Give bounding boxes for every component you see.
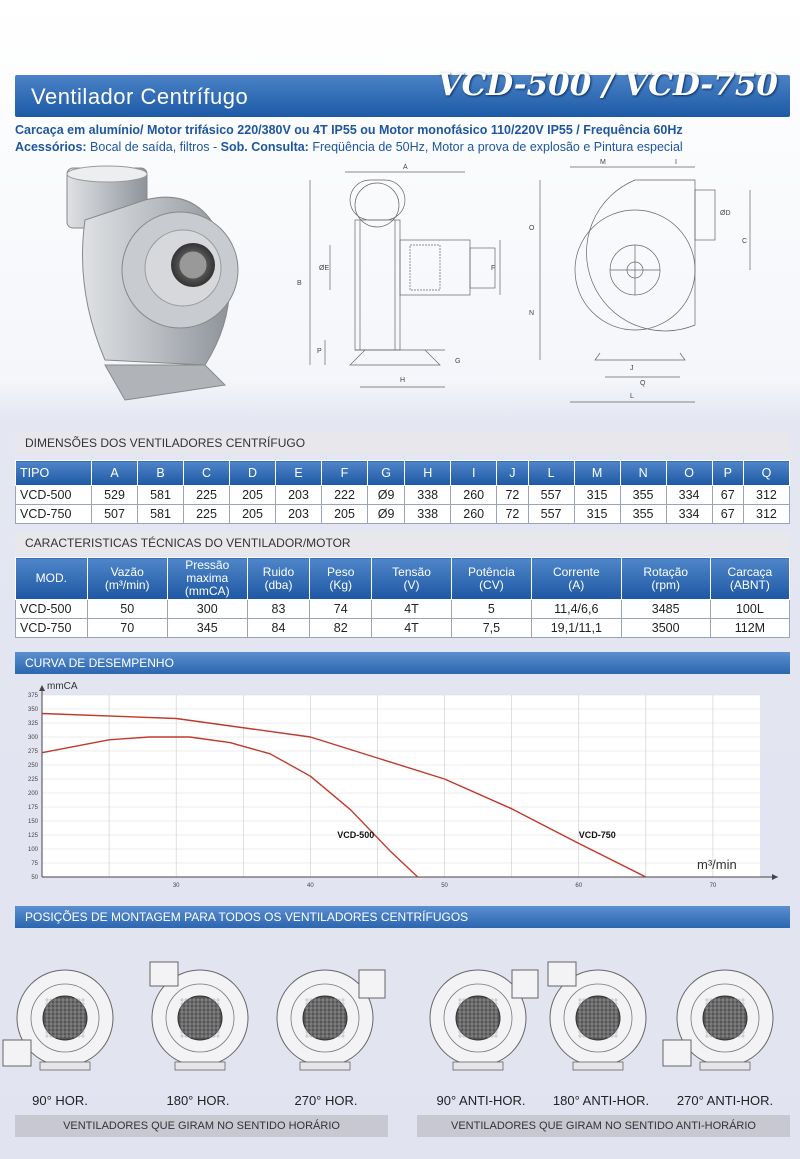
- tech-cell: 50: [87, 600, 167, 619]
- tech-cell: 4T: [372, 619, 452, 638]
- dim-header-cell: F: [322, 461, 368, 486]
- dim-header-cell: H: [405, 461, 451, 486]
- y-tick-label: 200: [27, 791, 38, 797]
- y-tick-label: 100: [27, 847, 38, 853]
- dim-cell: 315: [574, 505, 620, 524]
- dim-cell: 557: [528, 505, 574, 524]
- caption-counterclockwise: VENTILADORES QUE GIRAM NO SENTIDO ANTI-HORÁRIO: [417, 1115, 790, 1137]
- accessories-label: Acessórios:: [15, 140, 87, 154]
- table-row: [16, 619, 790, 638]
- tech-cell: 5: [451, 600, 531, 619]
- dimensions-title: DIMENSÕES DOS VENTILADORES CENTRÍFUGO: [15, 432, 790, 454]
- dim-header-cell: M: [574, 461, 620, 486]
- tech-header-cell: [710, 558, 789, 600]
- dim-cell: VCD-500: [16, 486, 92, 505]
- tech-header-line1: MOD.: [35, 571, 68, 585]
- tech-header-line2: (A): [568, 577, 585, 592]
- mounting-diagram: [150, 962, 248, 1070]
- caption-clockwise: VENTILADORES QUE GIRAM NO SENTIDO HORÁRIO: [15, 1115, 388, 1137]
- dim-cell: 67: [712, 486, 743, 505]
- dim-header-cell: C: [184, 461, 230, 486]
- tech-header-cell: [16, 558, 88, 600]
- dim-cell: 225: [184, 505, 230, 524]
- accessories-line: [15, 140, 683, 154]
- dim-label-i: I: [675, 159, 677, 166]
- series-label: VCD-500: [337, 829, 375, 840]
- curve-title: CURVA DE DESEMPENHO: [15, 652, 790, 674]
- tech-cell: 100L: [710, 600, 789, 619]
- dim-header-cell: N: [620, 461, 666, 486]
- tech-cell: 7,5: [451, 619, 531, 638]
- dim-label-p: P: [317, 348, 322, 355]
- dim-cell: 205: [230, 486, 276, 505]
- y-axis-label: mmCA: [47, 681, 78, 692]
- tech-header-line1: Corrente: [552, 564, 600, 579]
- side-view-drawing: [295, 160, 515, 395]
- tech-header-line1: Tensão: [392, 564, 431, 579]
- technical-title: CARACTERISTICAS TÉCNICAS DO VENTILADOR/MOTOR: [15, 532, 790, 554]
- dim-cell: 338: [405, 505, 451, 524]
- tech-header-line2: (rpm): [651, 577, 681, 592]
- dim-cell: 205: [230, 505, 276, 524]
- accessories-text: Bocal de saída, filtros -: [86, 140, 221, 154]
- dim-label-d: ØD: [720, 210, 731, 217]
- dim-header-cell: O: [666, 461, 712, 486]
- dim-label-j: J: [630, 365, 634, 372]
- mounting-diagram: [548, 962, 646, 1070]
- dim-label-g: G: [455, 358, 461, 365]
- tech-cell: VCD-750: [16, 619, 88, 638]
- tech-cell: 82: [310, 619, 372, 638]
- series-label: VCD-750: [578, 829, 616, 840]
- y-tick-label: 325: [27, 721, 38, 727]
- table-row: [16, 505, 790, 524]
- dim-header-cell: E: [276, 461, 322, 486]
- x-tick-label: 50: [441, 883, 448, 889]
- tech-header-line1: Peso: [327, 564, 355, 579]
- dim-header-cell: I: [451, 461, 497, 486]
- tech-header-cell: [87, 558, 167, 600]
- y-tick-label: 375: [27, 693, 38, 699]
- y-tick-label: 250: [27, 763, 38, 769]
- dim-header-cell: Q: [743, 461, 789, 486]
- dim-label-m: M: [600, 159, 606, 166]
- dim-cell: 260: [451, 505, 497, 524]
- dim-label-a: A: [403, 164, 408, 171]
- tech-cell: 300: [167, 600, 247, 619]
- dim-header-cell: P: [712, 461, 743, 486]
- dim-cell: 203: [276, 486, 322, 505]
- position-90-anti-hor: 90° ANTI-HOR.: [436, 1093, 526, 1108]
- consult-text: Freqüência de 50Hz, Motor a prova de explosão e Pintura especial: [308, 140, 683, 154]
- dim-cell: 334: [666, 505, 712, 524]
- dim-cell: 260: [451, 486, 497, 505]
- tech-header-cell: [247, 558, 309, 600]
- tech-header-cell: [372, 558, 452, 600]
- page-title: Ventilador Centrífugo: [31, 84, 249, 109]
- position-180-hor: 180° HOR.: [166, 1093, 230, 1108]
- consult-label: Sob. Consulta:: [220, 140, 309, 154]
- dim-header-cell: J: [497, 461, 528, 486]
- front-view-drawing: [525, 155, 765, 415]
- technical-table: [15, 557, 790, 638]
- tech-header-line2: (ABNT): [729, 577, 770, 592]
- mounting-diagram: [3, 970, 113, 1070]
- y-tick-label: 350: [27, 707, 38, 713]
- tech-header-line1: Potência: [468, 564, 515, 579]
- dim-cell: Ø9: [368, 505, 405, 524]
- tech-cell: 70: [87, 619, 167, 638]
- y-tick-label: 75: [31, 861, 38, 867]
- x-tick-label: 60: [575, 883, 583, 889]
- dim-cell: 507: [92, 505, 138, 524]
- tech-header-cell: [532, 558, 622, 600]
- mounting-diagrams: [0, 950, 800, 1090]
- dim-cell: 529: [92, 486, 138, 505]
- table-row: [16, 486, 790, 505]
- tech-header-line1: Pressão maxima: [185, 558, 230, 585]
- y-tick-label: 150: [27, 819, 38, 825]
- dim-cell: 312: [743, 505, 789, 524]
- dim-header-cell: D: [230, 461, 276, 486]
- mounting-title: POSIÇÕES DE MONTAGEM PARA TODOS OS VENTILADORES CENTRÍFUGOS: [15, 906, 790, 928]
- dimensions-table: [15, 460, 790, 524]
- tech-cell: 3500: [621, 619, 710, 638]
- dim-header-cell: TIPO: [16, 461, 92, 486]
- tech-cell: 3485: [621, 600, 710, 619]
- tech-header-cell: [451, 558, 531, 600]
- tech-header-line2: (CV): [479, 577, 504, 592]
- dim-label-o: O: [529, 225, 535, 232]
- y-axis-arrow: [39, 685, 45, 691]
- dim-header-cell: L: [528, 461, 574, 486]
- dim-cell: VCD-750: [16, 505, 92, 524]
- dim-header-cell: A: [92, 461, 138, 486]
- dim-label-l: L: [630, 393, 634, 400]
- dim-header-cell: G: [368, 461, 405, 486]
- y-tick-label: 300: [27, 735, 38, 741]
- dim-cell: 315: [574, 486, 620, 505]
- tech-header-cell: [621, 558, 710, 600]
- dim-cell: 355: [620, 505, 666, 524]
- tech-header-line2: (V): [403, 577, 420, 592]
- dim-label-b: B: [297, 280, 302, 287]
- tech-cell: 112M: [710, 619, 789, 638]
- tech-header-line2: (dba): [264, 577, 293, 592]
- dim-cell: 72: [497, 505, 528, 524]
- mounting-diagram: [663, 970, 773, 1070]
- dim-label-e: ØE: [319, 265, 330, 272]
- position-270-hor: 270° HOR.: [294, 1093, 358, 1108]
- position-90-hor: 90° HOR.: [32, 1093, 88, 1108]
- model-title: VCD-500 / VCD-750: [437, 67, 778, 103]
- dim-cell: 67: [712, 505, 743, 524]
- tech-header-cell: [167, 558, 247, 600]
- tech-header-line2: (mmCA): [184, 584, 230, 598]
- plot-area: [42, 695, 760, 877]
- dim-cell: 72: [497, 486, 528, 505]
- dim-cell: 581: [138, 486, 184, 505]
- spec-line: Carcaça em alumínio/ Motor trifásico 220/380V ou 4T IP55 ou Motor monofásico 110/220V IP55 / Frequência 60Hz: [15, 123, 683, 137]
- y-tick-label: 275: [27, 749, 38, 755]
- tech-header-line1: Carcaça: [727, 564, 773, 579]
- dim-label-n: N: [529, 310, 535, 317]
- dim-label-c: C: [742, 238, 748, 245]
- tech-cell: 83: [247, 600, 309, 619]
- dim-cell: 222: [322, 486, 368, 505]
- dim-label-f: F: [491, 265, 496, 272]
- dim-cell: 355: [620, 486, 666, 505]
- fan-photo: [55, 160, 245, 410]
- tech-cell: 345: [167, 619, 247, 638]
- tech-cell: VCD-500: [16, 600, 88, 619]
- tech-cell: 4T: [372, 600, 452, 619]
- x-tick-label: 30: [172, 883, 180, 889]
- dim-cell: 225: [184, 486, 230, 505]
- dim-cell: 581: [138, 505, 184, 524]
- tech-header-line2: (Kg): [329, 577, 353, 592]
- x-axis-label: m³/min: [697, 857, 737, 872]
- dim-cell: 312: [743, 486, 789, 505]
- mounting-diagram: [277, 970, 385, 1070]
- dim-label-q: Q: [640, 380, 646, 387]
- y-tick-label: 50: [31, 875, 38, 881]
- x-axis-arrow: [772, 874, 778, 880]
- x-tick-label: 70: [709, 883, 717, 889]
- tech-header-line2: (m³/min): [104, 577, 150, 592]
- y-tick-label: 225: [27, 777, 38, 783]
- tech-cell: 19,1/11,1: [532, 619, 622, 638]
- dim-cell: 338: [405, 486, 451, 505]
- title-bar: [15, 67, 790, 117]
- position-180-anti-hor: 180° ANTI-HOR.: [552, 1093, 650, 1108]
- tech-cell: 74: [310, 600, 372, 619]
- dim-cell: 205: [322, 505, 368, 524]
- y-tick-label: 175: [27, 805, 38, 811]
- y-tick-label: 125: [27, 833, 38, 839]
- tech-header-line1: Ruido: [262, 564, 295, 579]
- dim-label-h: H: [400, 377, 406, 384]
- tech-header-line1: Vazão: [110, 564, 144, 579]
- mounting-diagram: [430, 970, 538, 1070]
- dim-cell: 334: [666, 486, 712, 505]
- position-270-anti-hor: 270° ANTI-HOR.: [676, 1093, 774, 1108]
- tech-header-cell: [310, 558, 372, 600]
- dim-cell: Ø9: [368, 486, 405, 505]
- tech-header-line1: Rotação: [643, 564, 689, 579]
- tech-cell: 84: [247, 619, 309, 638]
- tech-cell: 11,4/6,6: [532, 600, 622, 619]
- dim-cell: 203: [276, 505, 322, 524]
- dim-header-cell: B: [138, 461, 184, 486]
- x-tick-label: 40: [307, 883, 314, 889]
- table-row: [16, 600, 790, 619]
- dim-cell: 557: [528, 486, 574, 505]
- performance-chart: [0, 675, 800, 895]
